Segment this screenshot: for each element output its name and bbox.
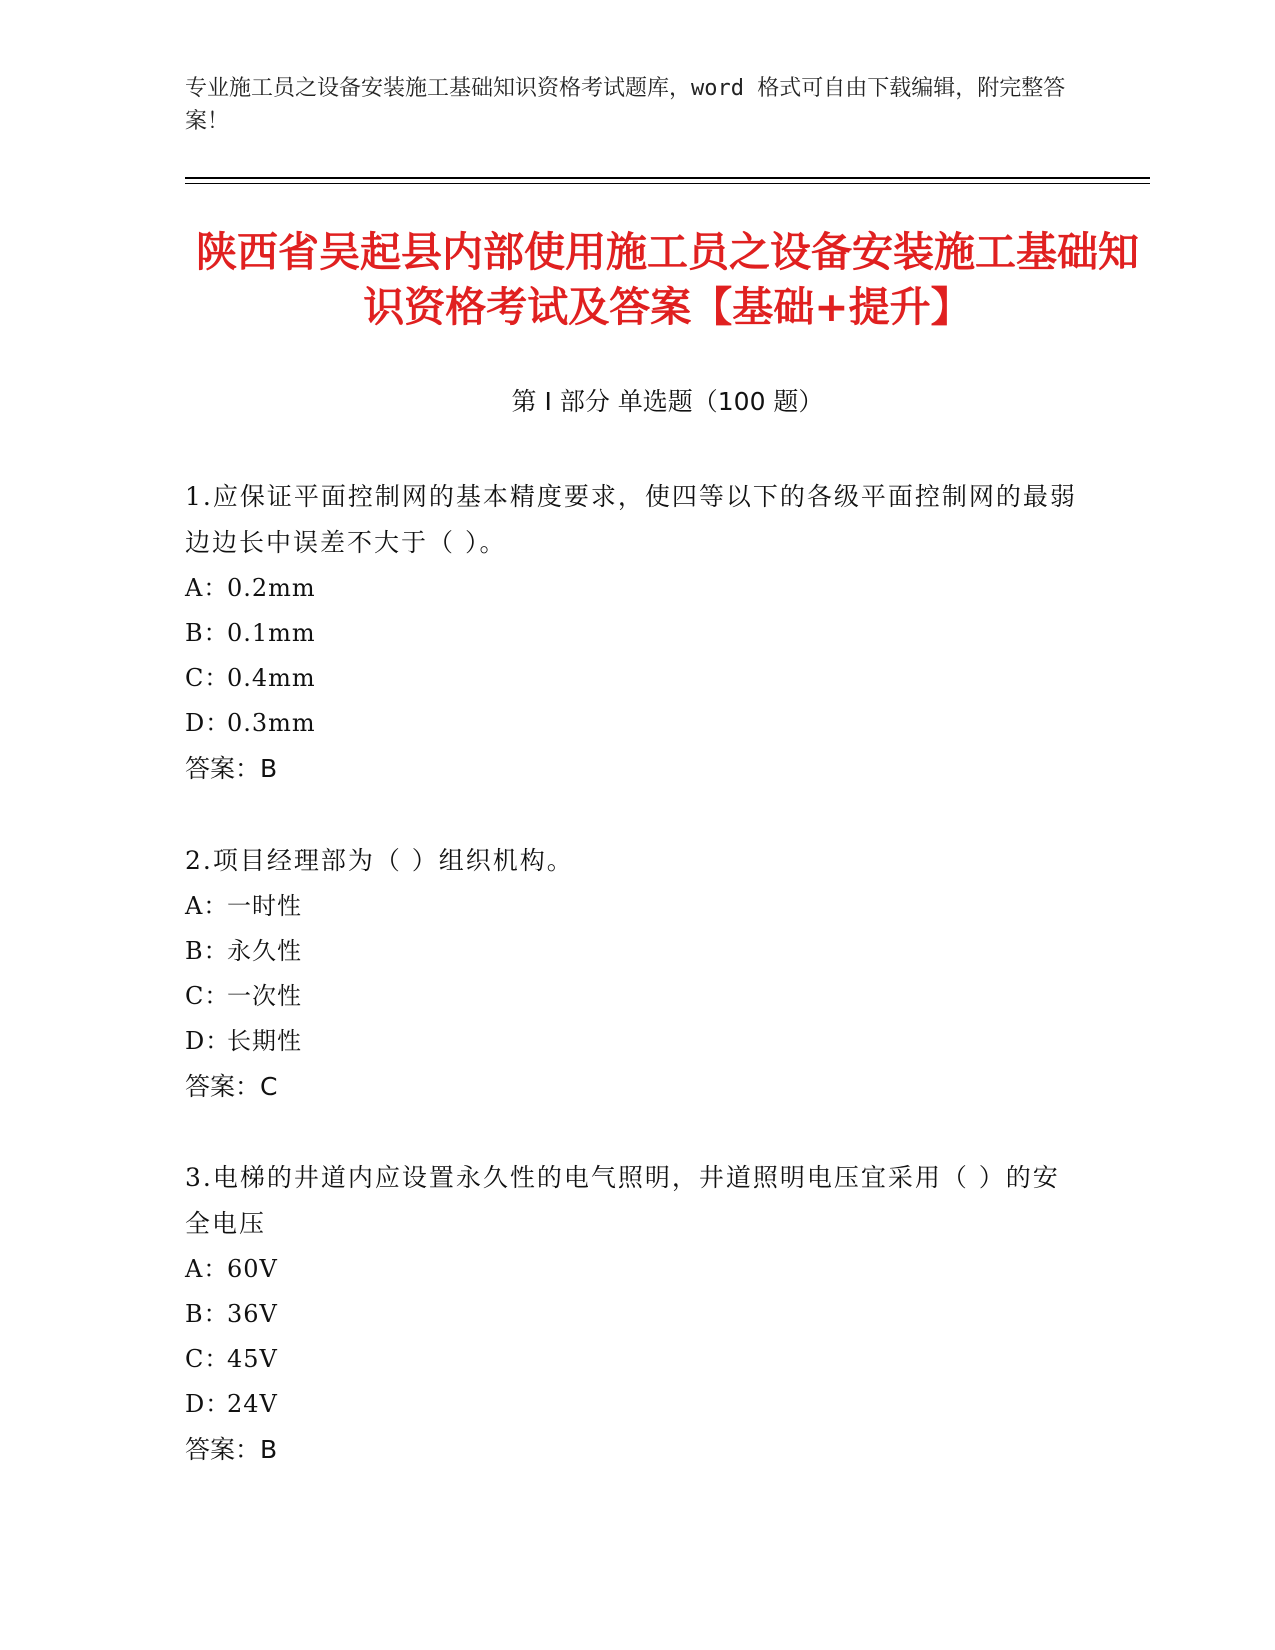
section-title: 第 I 部分 单选题（100 题）	[511, 387, 824, 416]
header-note: 专业施工员之设备安装施工基础知识资格考试题库，word 格式可自由下载编辑，附完整答案！	[185, 76, 1066, 134]
option-text: 0.1mm	[227, 619, 316, 647]
option-a	[185, 884, 1085, 929]
answer: 答案：B	[185, 754, 278, 783]
option-text: 60V	[227, 1255, 278, 1283]
option-key: A：	[185, 574, 229, 602]
document-title: 陕西省吴起县内部使用施工员之设备安装施工基础知识资格考试及答案【基础+提升】	[196, 228, 1139, 331]
header-divider	[185, 177, 1150, 179]
option-key: A：	[185, 892, 229, 920]
option-text: 0.3mm	[227, 709, 316, 737]
option-key: C：	[185, 982, 230, 1010]
answer: 答案：C	[185, 1072, 278, 1101]
option-text: 45V	[227, 1345, 278, 1373]
option-key: B：	[185, 619, 229, 647]
option-key: C：	[185, 1345, 230, 1373]
answer: 答案：B	[185, 1435, 278, 1464]
option-c	[185, 656, 1085, 701]
option-key: A：	[185, 1255, 229, 1283]
question-stem: 1.应保证平面控制网的基本精度要求，使四等以下的各级平面控制网的最弱边边长中误差不大于（ ）。	[185, 482, 1077, 557]
option-d	[185, 1382, 1085, 1427]
option-key: B：	[185, 1300, 229, 1328]
option-d	[185, 701, 1085, 746]
option-a	[185, 566, 1085, 611]
question-3	[185, 1155, 1085, 1473]
option-d	[185, 1019, 1085, 1064]
option-text: 36V	[227, 1300, 278, 1328]
option-key: D：	[185, 1027, 231, 1055]
option-text: 一次性	[227, 982, 302, 1010]
option-key: D：	[185, 1390, 231, 1418]
question-2	[185, 838, 1085, 1110]
option-c	[185, 974, 1085, 1019]
option-text: 长期性	[227, 1027, 302, 1055]
question-stem: 3.电梯的井道内应设置永久性的电气照明，井道照明电压宜采用（ ）的安全电压	[185, 1163, 1060, 1238]
header-divider-thin	[185, 183, 1150, 184]
question-stem: 2.项目经理部为（ ）组织机构。	[185, 846, 574, 875]
question-1	[185, 474, 1085, 792]
option-text: 一时性	[227, 892, 302, 920]
option-key: B：	[185, 937, 229, 965]
option-key: D：	[185, 709, 231, 737]
option-text: 24V	[227, 1390, 278, 1418]
option-text: 0.2mm	[227, 574, 316, 602]
option-text: 0.4mm	[227, 664, 316, 692]
option-b	[185, 929, 1085, 974]
option-a	[185, 1247, 1085, 1292]
option-c	[185, 1337, 1085, 1382]
option-text: 永久性	[227, 937, 302, 965]
option-b	[185, 611, 1085, 656]
option-b	[185, 1292, 1085, 1337]
option-key: C：	[185, 664, 230, 692]
